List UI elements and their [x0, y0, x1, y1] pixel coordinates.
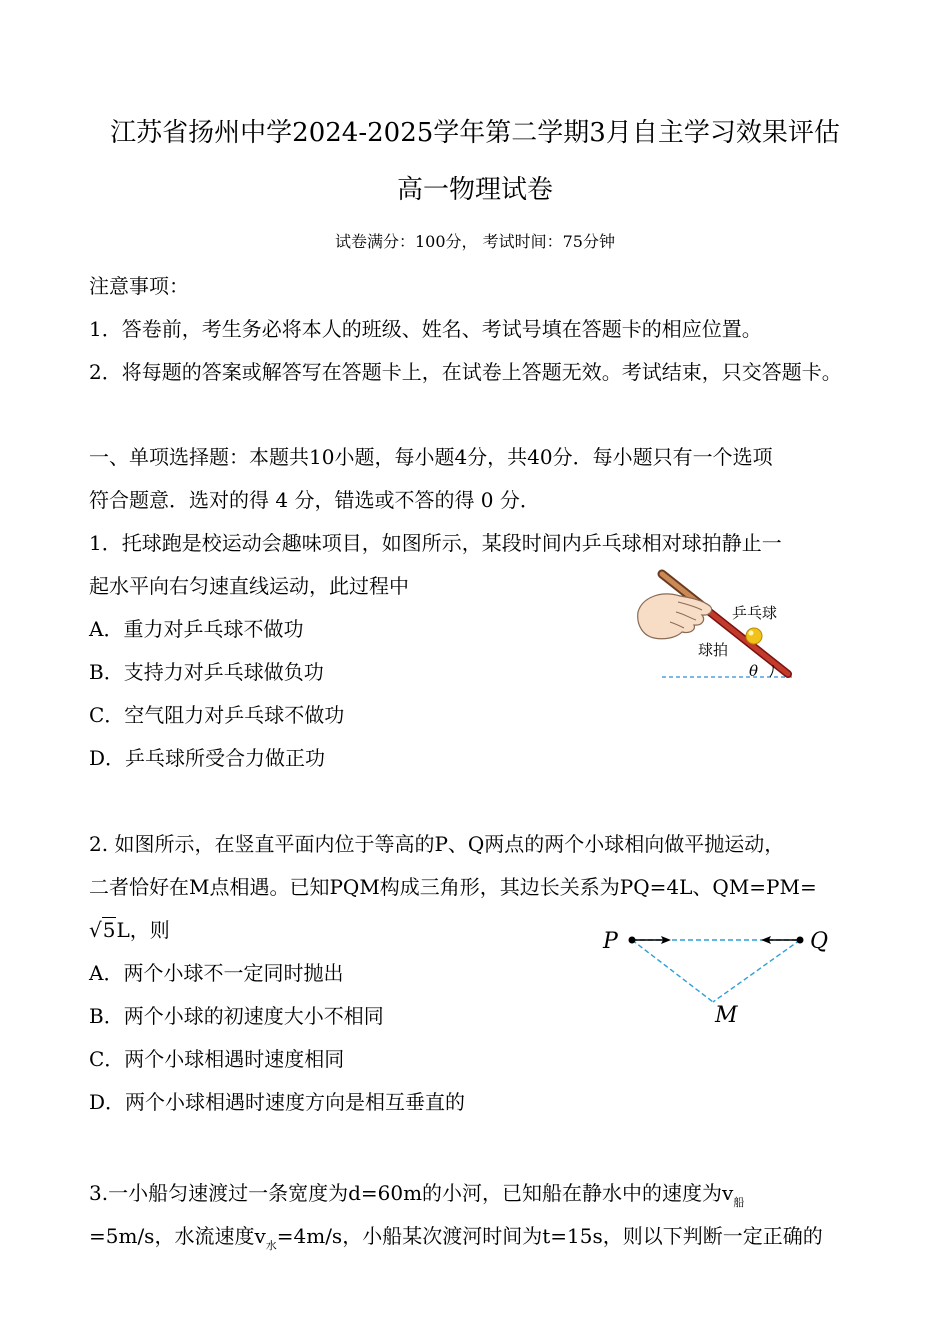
- sqrt-expression: √5: [89, 918, 116, 942]
- section-heading: 一、单项选择题：本题共10小题，每小题4分，共40分．每小题只有一个选项: [89, 445, 773, 469]
- angle-label: θ: [749, 662, 759, 680]
- section-instructions: 符合题意．选对的得 4 分，错选或不答的得 0 分．: [89, 488, 540, 512]
- ping-pong-ball-icon: [746, 628, 762, 644]
- question-2-stem-cont: 二者恰好在M点相遇。已知PQM构成三角形，其边长关系为PQ=4L、QM=PM=: [89, 875, 817, 899]
- note-item: 1．答卷前，考生务必将本人的班级、姓名、考试号填在答题卡的相应位置。: [89, 317, 762, 341]
- question-2-stem: 2. 如图所示，在竖直平面内位于等高的P、Q两点的两个小球相向做平抛运动，: [89, 832, 785, 856]
- pm-dashed-line: [632, 940, 713, 1002]
- question-1-option-d: D．乒乓球所受合力做正功: [89, 746, 326, 770]
- exam-meta: 试卷满分：100分， 考试时间：75分钟: [335, 232, 615, 251]
- point-p: [629, 937, 636, 944]
- question-2-option-d: D．两个小球相遇时速度方向是相互垂直的: [89, 1090, 466, 1114]
- question-1-figure: [620, 560, 820, 685]
- question-3-stem: 3.一小船匀速渡过一条宽度为d=60m的小河，已知船在静水中的速度为$v_船$: [89, 1181, 745, 1209]
- qm-dashed-line: [713, 940, 800, 1002]
- exam-title: 江苏省扬州中学2024-2025学年第二学期3月自主学习效果评估: [110, 118, 840, 148]
- question-1-option-c: C．空气阻力对乒乓球不做功: [89, 703, 345, 727]
- point-q: [797, 937, 804, 944]
- question-2-figure: [595, 922, 845, 1032]
- notes-heading: 注意事项：: [89, 274, 189, 298]
- exam-subtitle: 高一物理试卷: [396, 175, 553, 205]
- question-1-option-b: B．支持力对乒乓球做负功: [89, 660, 324, 684]
- question-2-option-b: B．两个小球的初速度大小不相同: [89, 1004, 384, 1028]
- question-2-option-c: C．两个小球相遇时速度相同: [89, 1047, 345, 1071]
- paddle-label: 球拍: [698, 641, 729, 659]
- question-1-stem: 1．托球跑是校运动会趣味项目，如图所示，某段时间内乒乓球相对球拍静止一: [89, 531, 782, 555]
- label-m: M: [715, 1003, 738, 1028]
- question-1-stem-cont: 起水平向右匀速直线运动，此过程中: [89, 574, 409, 598]
- ball-label: 乒乓球: [732, 604, 778, 622]
- question-2-option-a: A．两个小球不一定同时抛出: [89, 961, 344, 985]
- question-3-stem-cont: =5m/s，水流速度$v_水=4m/s$，小船某次渡河时间为t=15s，则以下判断一定正确的: [89, 1224, 823, 1252]
- question-2-stem-cont2: √5L，则: [89, 918, 170, 942]
- hand-icon: [638, 594, 712, 639]
- label-p: P: [603, 929, 618, 954]
- question-1-option-a: A．重力对乒乓球不做功: [89, 617, 304, 641]
- label-q: Q: [810, 929, 829, 954]
- note-item: 2．将每题的答案或解答写在答题卡上，在试卷上答题无效。考试结束，只交答题卡。: [89, 360, 842, 384]
